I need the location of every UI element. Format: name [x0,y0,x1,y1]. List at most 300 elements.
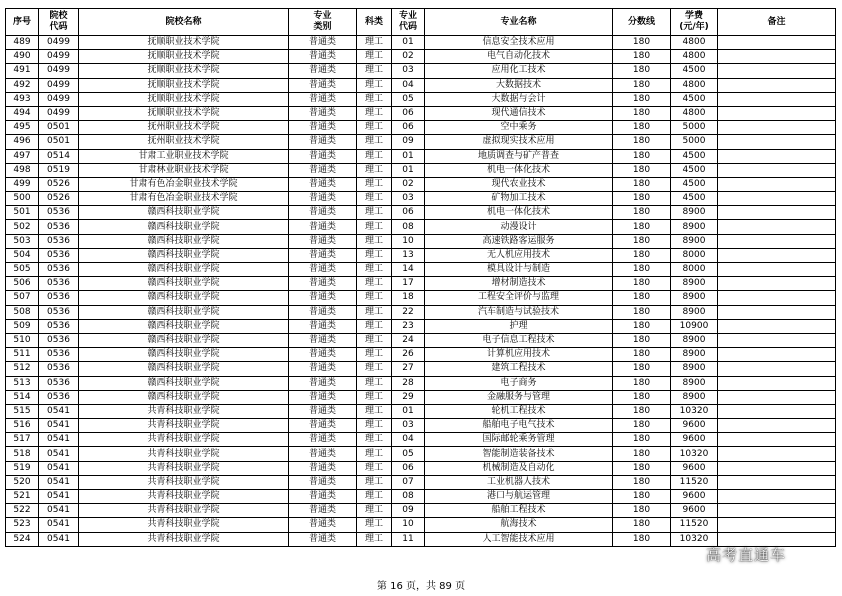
col-major-name-cell: 空中乘务 [425,121,613,135]
col-remark-cell [718,248,836,262]
col-subject-cell: 理工 [357,36,392,50]
col-major-type-cell: 普通类 [289,248,357,262]
col-score-cell: 180 [613,362,671,376]
col-tuition-cell: 10320 [671,447,718,461]
col-tuition-cell: 8900 [671,220,718,234]
col-school-code-cell: 0536 [39,206,79,220]
col-score-cell: 180 [613,419,671,433]
col-score-cell: 180 [613,149,671,163]
col-major-name-cell: 护理 [425,319,613,333]
col-tuition-cell: 9600 [671,461,718,475]
col-major-name-cell: 地质调查与矿产普查 [425,149,613,163]
col-tuition-cell: 8900 [671,376,718,390]
col-major-code-cell: 23 [392,319,425,333]
col-major-type-cell: 普通类 [289,333,357,347]
col-school-name-cell: 抚顺职业技术学院 [79,36,289,50]
col-score-cell: 180 [613,433,671,447]
col-major-code-cell: 06 [392,461,425,475]
col-tuition-cell: 8000 [671,263,718,277]
col-school-name-cell: 赣西科技职业学院 [79,234,289,248]
col-major-type-cell: 普通类 [289,419,357,433]
col-subject-cell: 理工 [357,149,392,163]
col-school-code-cell: 0536 [39,305,79,319]
col-seq-cell: 491 [6,64,39,78]
col-major-type-cell: 普通类 [289,106,357,120]
col-major-code-cell: 03 [392,419,425,433]
col-subject-cell: 理工 [357,78,392,92]
col-subject-cell: 理工 [357,532,392,546]
col-subject-cell: 理工 [357,263,392,277]
col-score-cell: 180 [613,263,671,277]
col-major-code-cell: 14 [392,263,425,277]
col-remark-cell [718,92,836,106]
col-major-type-cell: 普通类 [289,121,357,135]
col-score-cell: 180 [613,135,671,149]
col-remark-cell [718,390,836,404]
col-score-cell: 180 [613,461,671,475]
col-school-code-cell: 0499 [39,106,79,120]
col-remark-cell [718,149,836,163]
col-school-code-cell: 0499 [39,50,79,64]
col-score-cell: 180 [613,490,671,504]
col-seq-cell: 509 [6,319,39,333]
col-remark-cell [718,291,836,305]
col-seq-cell: 508 [6,305,39,319]
col-major-code-cell: 09 [392,504,425,518]
col-seq-cell: 489 [6,36,39,50]
col-major-name-cell: 电子信息工程技术 [425,333,613,347]
table-row [6,36,836,50]
col-remark-cell [718,461,836,475]
table-row [6,277,836,291]
col-major-name-cell: 信息安全技术应用 [425,36,613,50]
col-score-cell: 180 [613,390,671,404]
col-major-code-cell: 05 [392,92,425,106]
col-major-name-cell: 轮机工程技术 [425,404,613,418]
table-row [6,220,836,234]
table-row [6,490,836,504]
col-school-name-cell: 赣西科技职业学院 [79,291,289,305]
col-seq-cell: 522 [6,504,39,518]
col-seq-cell: 496 [6,135,39,149]
col-school-code-cell: 0519 [39,163,79,177]
col-seq-cell: 512 [6,362,39,376]
col-major-type-cell: 普通类 [289,404,357,418]
col-major-name-cell: 电气自动化技术 [425,50,613,64]
col-school-name-cell: 共青科技职业学院 [79,433,289,447]
col-school-name-cell: 共青科技职业学院 [79,518,289,532]
col-seq-cell: 521 [6,490,39,504]
col-remark-cell [718,277,836,291]
col-seq-cell: 510 [6,333,39,347]
table-row [6,305,836,319]
col-seq-cell: 511 [6,348,39,362]
col-school-code-cell: 0536 [39,220,79,234]
col-tuition-cell: 8900 [671,333,718,347]
col-school-name-cell: 共青科技职业学院 [79,461,289,475]
col-subject-cell: 理工 [357,192,392,206]
col-subject-cell: 理工 [357,490,392,504]
col-tuition-cell: 8000 [671,248,718,262]
col-major-name-cell: 大数据与会计 [425,92,613,106]
col-major-name-cell: 工程安全评价与监理 [425,291,613,305]
col-seq-cell: 515 [6,404,39,418]
col-remark-cell [718,50,836,64]
col-tuition-cell: 8900 [671,390,718,404]
col-school-name-cell: 抚顺职业技术学院 [79,92,289,106]
col-subject-cell: 理工 [357,106,392,120]
col-seq-cell: 495 [6,121,39,135]
col-subject-cell: 理工 [357,504,392,518]
col-major-name-cell: 计算机应用技术 [425,348,613,362]
col-major-code-cell: 22 [392,305,425,319]
col-score-cell: 180 [613,248,671,262]
col-school-code-cell: 0501 [39,135,79,149]
col-tuition-cell: 8900 [671,206,718,220]
col-remark-cell [718,263,836,277]
col-tuition-cell: 8900 [671,305,718,319]
col-major-type-cell: 普通类 [289,518,357,532]
col-major-code-cell: 03 [392,64,425,78]
col-tuition-cell: 5000 [671,121,718,135]
col-score-cell: 180 [613,234,671,248]
col-major-type-cell: 普通类 [289,433,357,447]
col-score-cell: 180 [613,64,671,78]
col-seq-cell: 490 [6,50,39,64]
col-tuition-cell: 10320 [671,404,718,418]
col-school-name-cell: 甘肃有色冶金职业技术学院 [79,177,289,191]
table-row [6,433,836,447]
col-score-cell: 180 [613,404,671,418]
table-row [6,419,836,433]
table-row [6,362,836,376]
col-major-code-cell: 06 [392,106,425,120]
col-major-type-cell: 普通类 [289,390,357,404]
col-school-code-cell: 0536 [39,348,79,362]
col-remark-cell [718,490,836,504]
col-tuition-cell: 4500 [671,177,718,191]
col-score-cell: 180 [613,106,671,120]
col-major-type-cell: 普通类 [289,376,357,390]
col-major-type-cell: 普通类 [289,177,357,191]
col-school-name-cell: 甘肃林业职业技术学院 [79,163,289,177]
col-major-name-cell: 汽车制造与试验技术 [425,305,613,319]
col-subject-cell: 理工 [357,177,392,191]
col-tuition-cell: 9600 [671,504,718,518]
col-major-type-cell: 普通类 [289,78,357,92]
col-school-name-cell: 赣西科技职业学院 [79,348,289,362]
col-subject-cell: 理工 [357,305,392,319]
table-row [6,319,836,333]
col-remark-cell [718,447,836,461]
col-school-code-cell: 0536 [39,390,79,404]
col-remark-cell [718,163,836,177]
col-major-type-cell: 普通类 [289,532,357,546]
col-subject-cell: 理工 [357,461,392,475]
col-major-name-cell: 航海技术 [425,518,613,532]
col-major-code-cell: 26 [392,348,425,362]
col-major-type-cell: 普通类 [289,490,357,504]
col-remark-cell [718,433,836,447]
col-school-name-cell: 抚州职业技术学院 [79,121,289,135]
table-row [6,78,836,92]
col-tuition-cell: 10320 [671,532,718,546]
col-major-name-cell: 机电一体化技术 [425,163,613,177]
col-score-cell: 180 [613,277,671,291]
col-major-code-cell: 10 [392,518,425,532]
col-tuition-cell: 8900 [671,277,718,291]
table-row [6,461,836,475]
col-remark-cell [718,192,836,206]
table-row [6,291,836,305]
col-tuition-cell: 4800 [671,50,718,64]
col-major-type-cell: 普通类 [289,64,357,78]
col-subject-cell: 理工 [357,234,392,248]
col-score-cell: 180 [613,163,671,177]
col-score-cell: 180 [613,447,671,461]
col-major-code-cell: 01 [392,149,425,163]
col-score-cell: 180 [613,92,671,106]
col-school-code-cell: 0541 [39,490,79,504]
col-score-cell: 180 [613,348,671,362]
col-subject-cell: 理工 [357,64,392,78]
col-seq-cell: 497 [6,149,39,163]
table-row [6,348,836,362]
col-school-name-cell: 抚顺职业技术学院 [79,106,289,120]
table-row [6,234,836,248]
col-score-cell: 180 [613,475,671,489]
col-score-cell: 180 [613,36,671,50]
col-major-code-cell: 08 [392,220,425,234]
col-remark-cell [718,404,836,418]
col-major-type-cell: 普通类 [289,206,357,220]
col-remark-cell [718,475,836,489]
table-row [6,149,836,163]
col-major-code-cell: 13 [392,248,425,262]
col-major-name-cell: 现代通信技术 [425,106,613,120]
col-major-name-cell: 增材制造技术 [425,277,613,291]
col-seq-cell: 513 [6,376,39,390]
col-major-name-cell: 虚拟现实技术应用 [425,135,613,149]
col-seq-cell: 504 [6,248,39,262]
col-major-code-cell: 01 [392,404,425,418]
col-subject-cell: 理工 [357,277,392,291]
col-score-cell: 180 [613,206,671,220]
table-row [6,64,836,78]
col-school-code-cell: 0514 [39,149,79,163]
col-major-type-cell: 普通类 [289,305,357,319]
col-tuition-cell: 10900 [671,319,718,333]
col-school-name-header: 院校名称 [79,9,289,36]
col-school-code-cell: 0499 [39,64,79,78]
col-major-type-cell: 普通类 [289,36,357,50]
col-tuition-cell: 5000 [671,135,718,149]
col-major-code-cell: 06 [392,121,425,135]
col-school-name-cell: 赣西科技职业学院 [79,390,289,404]
col-subject-cell: 理工 [357,220,392,234]
col-score-cell: 180 [613,504,671,518]
table-header-row [6,9,836,36]
col-major-code-cell: 01 [392,36,425,50]
col-remark-cell [718,518,836,532]
table-row [6,376,836,390]
col-major-code-cell: 04 [392,433,425,447]
col-major-code-cell: 24 [392,333,425,347]
col-major-name-header: 专业名称 [425,9,613,36]
col-remark-cell [718,305,836,319]
col-major-code-cell: 10 [392,234,425,248]
col-major-name-cell: 工业机器人技术 [425,475,613,489]
col-seq-cell: 517 [6,433,39,447]
col-major-code-cell: 17 [392,277,425,291]
col-subject-cell: 理工 [357,390,392,404]
col-school-name-cell: 赣西科技职业学院 [79,263,289,277]
col-major-code-cell: 29 [392,390,425,404]
col-subject-cell: 理工 [357,206,392,220]
table-row [6,248,836,262]
col-seq-cell: 494 [6,106,39,120]
col-major-name-cell: 港口与航运管理 [425,490,613,504]
page-footer: 第 16 页，共 89 页 [376,581,466,592]
col-school-code-cell: 0526 [39,192,79,206]
col-school-name-cell: 赣西科技职业学院 [79,362,289,376]
col-school-code-cell: 0536 [39,291,79,305]
col-major-type-cell: 普通类 [289,291,357,305]
table-row [6,390,836,404]
col-score-cell: 180 [613,220,671,234]
col-major-code-cell: 11 [392,532,425,546]
col-tuition-cell: 9600 [671,490,718,504]
col-seq-cell: 519 [6,461,39,475]
col-remark-cell [718,348,836,362]
col-tuition-header: 学费 (元/年) [671,9,718,36]
col-subject-cell: 理工 [357,447,392,461]
col-major-name-cell: 模具设计与制造 [425,263,613,277]
table-row [6,135,836,149]
col-seq-cell: 518 [6,447,39,461]
col-seq-cell: 514 [6,390,39,404]
col-major-name-cell: 无人机应用技术 [425,248,613,262]
table-row [6,504,836,518]
col-seq-header: 序号 [6,9,39,36]
col-score-cell: 180 [613,305,671,319]
col-remark-cell [718,177,836,191]
col-major-code-cell: 18 [392,291,425,305]
col-remark-cell [718,362,836,376]
col-remark-cell [718,206,836,220]
col-subject-cell: 理工 [357,163,392,177]
table-row [6,192,836,206]
col-school-code-cell: 0541 [39,518,79,532]
col-tuition-cell: 8900 [671,234,718,248]
col-school-name-cell: 共青科技职业学院 [79,419,289,433]
col-school-code-cell: 0536 [39,277,79,291]
table-row [6,447,836,461]
col-tuition-cell: 4500 [671,92,718,106]
col-subject-header: 科类 [357,9,392,36]
col-remark-cell [718,135,836,149]
col-school-code-cell: 0536 [39,248,79,262]
table-row [6,263,836,277]
col-score-cell: 180 [613,532,671,546]
col-seq-cell: 503 [6,234,39,248]
col-school-code-header: 院校 代码 [39,9,79,36]
col-remark-cell [718,78,836,92]
col-school-name-cell: 抚顺职业技术学院 [79,64,289,78]
col-major-type-cell: 普通类 [289,234,357,248]
col-major-type-cell: 普通类 [289,362,357,376]
col-seq-cell: 523 [6,518,39,532]
col-major-name-cell: 船舶工程技术 [425,504,613,518]
col-major-code-cell: 08 [392,490,425,504]
col-remark-cell [718,234,836,248]
col-major-code-cell: 06 [392,206,425,220]
col-seq-cell: 516 [6,419,39,433]
col-school-name-cell: 抚州职业技术学院 [79,135,289,149]
col-major-name-cell: 大数据技术 [425,78,613,92]
col-tuition-cell: 11520 [671,518,718,532]
col-major-name-cell: 高速铁路客运服务 [425,234,613,248]
col-remark-cell [718,419,836,433]
col-school-code-cell: 0501 [39,121,79,135]
col-school-code-cell: 0541 [39,447,79,461]
col-school-code-cell: 0526 [39,177,79,191]
col-school-name-cell: 共青科技职业学院 [79,404,289,418]
col-major-name-cell: 矿物加工技术 [425,192,613,206]
col-major-type-header: 专业 类别 [289,9,357,36]
col-tuition-cell: 11520 [671,475,718,489]
col-major-code-cell: 05 [392,447,425,461]
table-row [6,121,836,135]
col-subject-cell: 理工 [357,419,392,433]
col-major-type-cell: 普通类 [289,163,357,177]
col-school-code-cell: 0541 [39,504,79,518]
col-major-type-cell: 普通类 [289,92,357,106]
col-seq-cell: 520 [6,475,39,489]
col-major-type-cell: 普通类 [289,348,357,362]
col-subject-cell: 理工 [357,121,392,135]
col-subject-cell: 理工 [357,291,392,305]
col-subject-cell: 理工 [357,92,392,106]
table-row [6,475,836,489]
col-school-name-cell: 赣西科技职业学院 [79,333,289,347]
col-tuition-cell: 4800 [671,106,718,120]
col-school-name-cell: 抚顺职业技术学院 [79,78,289,92]
col-subject-cell: 理工 [357,348,392,362]
col-seq-cell: 506 [6,277,39,291]
col-tuition-cell: 8900 [671,348,718,362]
col-seq-cell: 501 [6,206,39,220]
col-major-type-cell: 普通类 [289,135,357,149]
col-seq-cell: 499 [6,177,39,191]
col-tuition-cell: 4500 [671,192,718,206]
col-major-name-cell: 金融服务与管理 [425,390,613,404]
col-school-code-cell: 0541 [39,461,79,475]
col-tuition-cell: 4500 [671,64,718,78]
col-score-header: 分数线 [613,9,671,36]
col-major-type-cell: 普通类 [289,504,357,518]
col-subject-cell: 理工 [357,50,392,64]
col-major-code-cell: 04 [392,78,425,92]
col-seq-cell: 524 [6,532,39,546]
watermark-text: 高考直通车 [706,546,787,564]
col-school-code-cell: 0499 [39,92,79,106]
col-major-type-cell: 普通类 [289,50,357,64]
col-score-cell: 180 [613,333,671,347]
col-school-code-cell: 0536 [39,319,79,333]
col-school-code-cell: 0536 [39,362,79,376]
col-major-code-cell: 01 [392,163,425,177]
